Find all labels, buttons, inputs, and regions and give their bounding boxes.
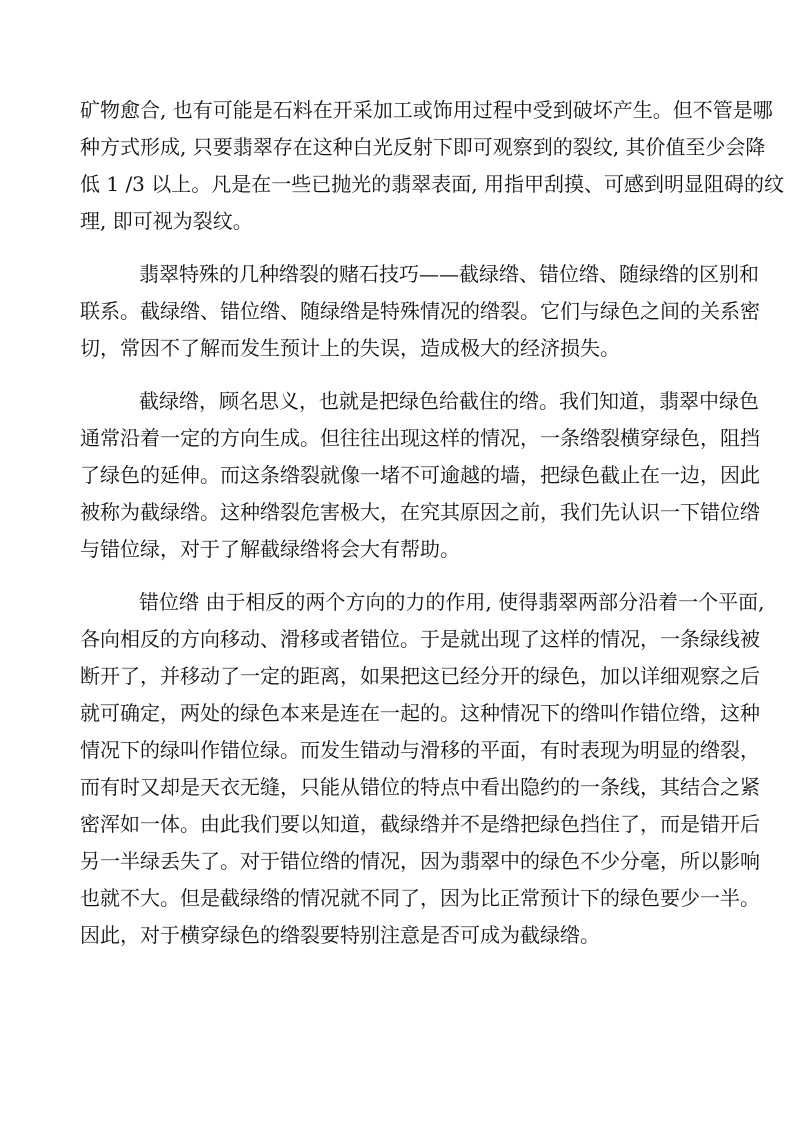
text-line: 了绿色的延伸。而这条绺裂就像一堵不可逾越的墙，把绿色截止在一边，因此 [80, 463, 760, 487]
text-line: 各向相反的方向移动、滑移或者错位。于是就出现了这样的情况，一条绿线被 [80, 627, 760, 651]
text-line: 情况下的绿叫作错位绿。而发生错动与滑移的平面，有时表现为明显的绺裂， [80, 738, 760, 762]
text-line: 就可确定，两处的绿色本来是连在一起的。这种情况下的绺叫作错位绺，这种 [80, 701, 760, 725]
paragraph-spacer [80, 367, 722, 383]
text-line: 理, 即可视为裂纹。 [80, 209, 253, 233]
paragraph-spacer [80, 568, 722, 584]
paragraph-crack-value [80, 92, 784, 240]
text-line: 通常沿着一定的方向生成。但往往出现这样的情况，一条绺裂横穿绿色，阻挡 [80, 426, 760, 450]
text-line: 另一半绿丢失了。对于错位绺的情况，因为翡翠中的绿色不少分毫，所以影响 [80, 849, 760, 873]
text-line: 因此，对于横穿绿色的绺裂要特别注意是否可成为截绿绺。 [80, 923, 600, 947]
text-line: 被称为截绿绺。这种绺裂危害极大，在究其原因之前，我们先认识一下错位绺 [80, 500, 760, 524]
text-line: 而有时又却是天衣无缝，只能从错位的特点中看出隐约的一条线，其结合之紧 [80, 775, 760, 799]
paragraph-special-cracks [80, 256, 760, 367]
body-text [80, 92, 784, 954]
text-line: 密浑如一体。由此我们要以知道，截绿绺并不是绺把绿色挡住了，而是错开后 [80, 812, 760, 836]
paragraph-spacer [80, 240, 722, 256]
text-line: 截绿绺，顾名思义，也就是把绿色给截住的绺。我们知道，翡翠中绿色 [139, 389, 759, 413]
text-line: 种方式形成, 只要翡翠存在这种白光反射下即可观察到的裂纹, 其价值至少会降 [80, 135, 766, 159]
text-line: 与错位绿，对于了解截绿绺将会大有帮助。 [80, 537, 460, 561]
text-line: 错位绺 由于相反的两个方向的力的作用, 使得翡翠两部分沿着一个平面, [139, 590, 765, 614]
text-line: 矿物愈合, 也有可能是石料在开采加工或饰用过程中受到破坏产生。但不管是哪 [80, 98, 773, 122]
text-line: 联系。截绿绺、错位绺、随绿绺是特殊情况的绺裂。它们与绿色之间的关系密 [80, 299, 760, 323]
text-line: 翡翠特殊的几种绺裂的赌石技巧——截绿绺、错位绺、随绿绺的区别和 [139, 262, 759, 286]
text-line: 也就不大。但是截绿绺的情况就不同了，因为比正常预计下的绿色要少一半。 [80, 886, 760, 910]
text-line: 切，常因不了解而发生预计上的失误，造成极大的经济损失。 [80, 336, 620, 360]
paragraph-offset-crack [80, 584, 765, 954]
text-line: 断开了，并移动了一定的距离，如果把这已经分开的绿色，加以详细观察之后 [80, 664, 760, 688]
text-line: 低 1 /3 以上。凡是在一些已抛光的翡翠表面, 用指甲刮摸、可感到明显阻碍的纹 [80, 172, 784, 196]
paragraph-cut-green-crack [80, 383, 760, 568]
